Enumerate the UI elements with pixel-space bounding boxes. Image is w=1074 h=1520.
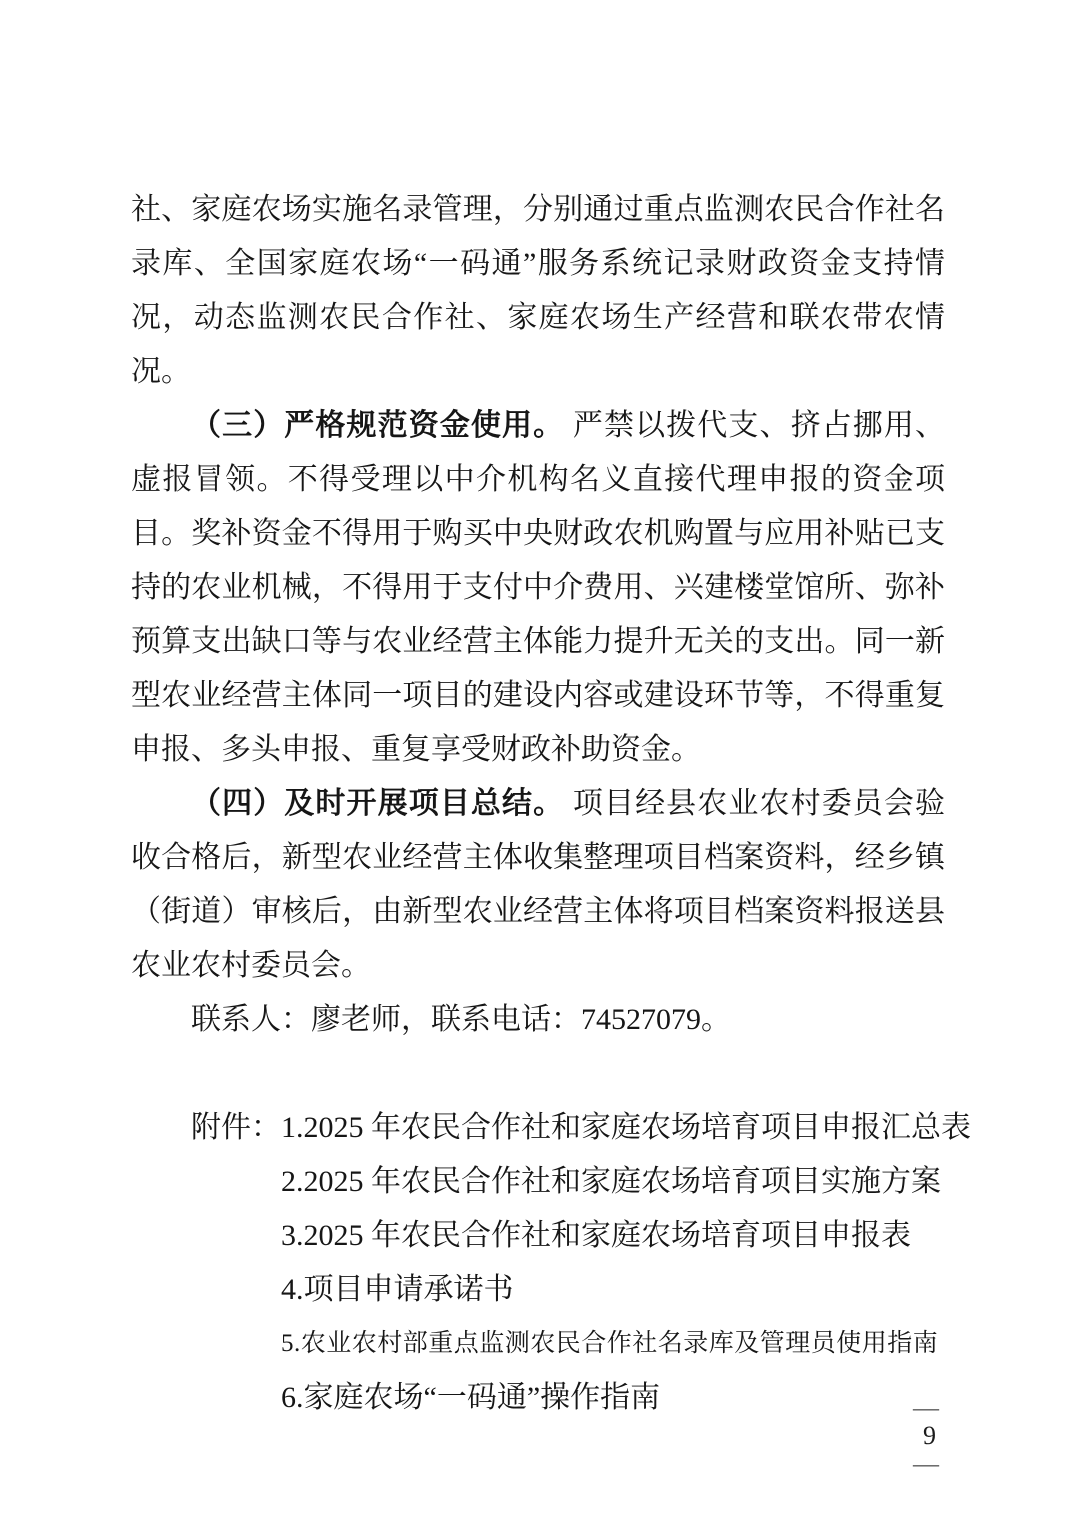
attachments-label: 附件： xyxy=(191,1111,281,1144)
page-number-right-dash: — xyxy=(913,1449,939,1478)
attachment-item-2: 2.2025 年农民合作社和家庭农场培育项目实施方案 xyxy=(281,1165,941,1198)
attachments-block xyxy=(191,1101,971,1425)
page-number-value: 9 xyxy=(923,1421,936,1450)
attachment-item-3: 3.2025 年农民合作社和家庭农场培育项目申报表 xyxy=(281,1219,911,1252)
section-three-text: 严禁以拨代支、挤占挪用、虚报冒领。不得受理以中介机构名义直接代理申报的资金项目。奖补资金不得用于购买中央财政农机购置与应用补贴已支持的农业机械，不得用于支付中介费用、兴建楼堂馆所、弥补预算支出缺口等与农业经营主体能力提升无关的支出。同一新型农业经营主体同一项目的建设内容或建设环节等，不得重复申报、多头申报、重复享受财政补助资金。 xyxy=(131,409,946,766)
document-body xyxy=(131,183,971,1425)
page-number-left-dash: — xyxy=(913,1393,939,1422)
attachments-list xyxy=(281,1101,971,1425)
attachment-item-4: 4.项目申请承诺书 xyxy=(281,1273,514,1306)
contact-line xyxy=(131,993,945,1047)
section-four-heading: （四）及时开展项目总结。 xyxy=(191,787,565,820)
paragraph-continuation xyxy=(131,183,945,399)
attachment-item-1: 1.2025 年农民合作社和家庭农场培育项目申报汇总表 xyxy=(281,1111,971,1144)
paragraph-section-three xyxy=(131,399,945,777)
attachment-item-5: 5.农业农村部重点监测农民合作社名录库及管理员使用指南 xyxy=(281,1330,939,1357)
paragraph-continuation-text: 社、家庭农场实施名录管理，分别通过重点监测农民合作社名录库、全国家庭农场“一码通”服务系统记录财政资金支持情况，动态监测农民合作社、家庭农场生产经营和联农带农情况。 xyxy=(131,193,945,388)
section-three-heading: （三）严格规范资金使用。 xyxy=(191,409,565,442)
contact-line-text: 联系人：廖老师，联系电话：74527079。 xyxy=(191,1003,731,1036)
attachment-item-6: 6.家庭农场“一码通”操作指南 xyxy=(281,1381,661,1414)
page-number xyxy=(887,1366,946,1506)
section-four-text: 项目经县农业农村委员会验收合格后，新型农业经营主体收集整理项目档案资料，经乡镇（街道）审核后，由新型农业经营主体将项目档案资料报送县农业农村委员会。 xyxy=(131,787,946,982)
paragraph-section-four xyxy=(131,777,945,993)
